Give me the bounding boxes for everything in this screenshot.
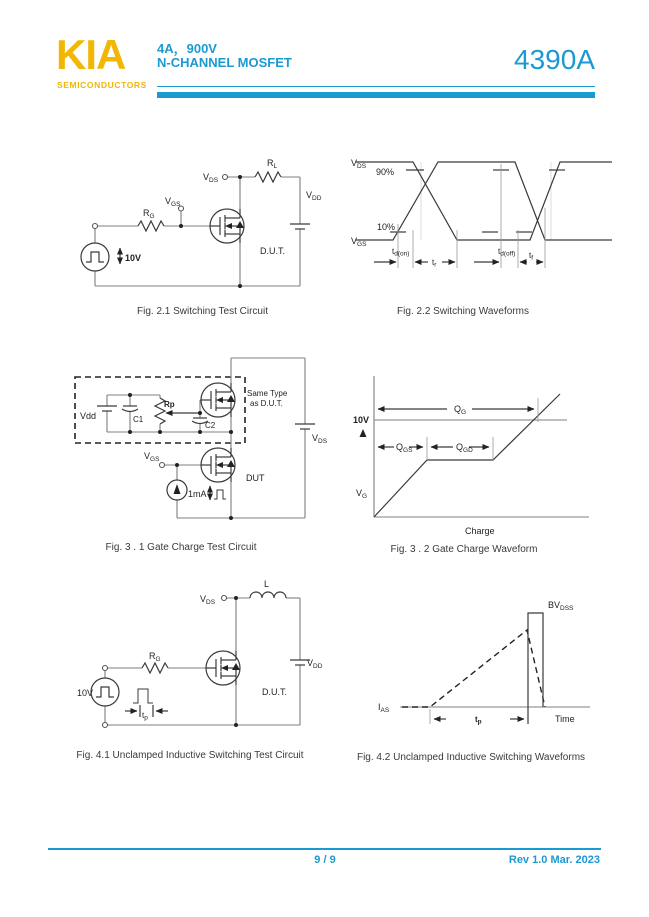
vgs-label: $V_{GS}$ — [165, 196, 181, 208]
header-rule-thick — [157, 92, 595, 98]
vds-battery-symbol — [295, 424, 315, 429]
fig41-wires — [105, 598, 300, 725]
load-resistor-symbol — [255, 172, 281, 182]
vds-axis-label: $V_{DS}$ — [351, 158, 367, 170]
fig-4-2-caption: Fig. 4.2 Unclamped Inductive Switching Waveforms — [356, 752, 586, 763]
vdd-label: $V_{DD}$ — [307, 658, 323, 670]
fig-2-1-switching-test-circuit — [57, 148, 347, 308]
qgd-label: $Q_{GD}$ — [456, 442, 473, 454]
vdd-label: $V_{DD}$ — [306, 190, 322, 202]
fig-3-1-caption: Fig. 3 . 1 Gate Charge Test Circuit — [105, 542, 257, 553]
vg-axis-arrow — [360, 429, 367, 437]
vgs-probe-node — [160, 463, 165, 468]
vds-probe-node — [222, 596, 227, 601]
c1-label: C1 — [133, 415, 144, 424]
vdd-battery-symbol — [290, 224, 310, 229]
device-type: N-CHANNEL MOSFET — [157, 55, 292, 70]
vds-label: $V_{DS}$ — [200, 594, 216, 606]
gate-pulse-annotation — [125, 689, 168, 717]
device-rating: 4A，900V — [157, 41, 217, 56]
fig-4-1-uis-test-circuit — [57, 575, 347, 755]
vds-label: $V_{DS}$ — [203, 172, 219, 184]
vdd-battery-symbol — [97, 406, 117, 411]
dut-label: D.U.T. — [262, 687, 288, 697]
gate-current-source-symbol — [167, 480, 187, 500]
ten-percent-label: 10% — [377, 222, 396, 232]
pulse-amplitude-label: 10V — [125, 253, 142, 263]
timing-reference-lines — [398, 164, 545, 268]
rp-label: Rp — [164, 400, 175, 409]
ninety-percent-label: 90% — [376, 167, 395, 177]
qg-label: $Q_G$ — [454, 404, 467, 416]
input-terminal-node — [93, 224, 98, 229]
fig-4-1-caption: Fig. 4.1 Unclamped Inductive Switching Test Circuit — [76, 750, 304, 761]
dut-label: D.U.T. — [260, 246, 286, 256]
kia-logo-subtext: SEMICONDUCTORS — [57, 80, 147, 90]
fig-4-2-uis-waveforms — [352, 588, 632, 748]
vgs-axis-label: $V_{GS}$ — [351, 236, 367, 248]
inductor-label: L — [264, 579, 270, 589]
c1-capacitor-symbol — [122, 406, 138, 412]
part-number: 4390A — [514, 44, 595, 75]
c2-label: C2 — [205, 421, 216, 430]
header-rule-thin — [157, 86, 595, 87]
gate-current-label: 1mA — [188, 489, 207, 499]
kia-logo: KIA — [56, 31, 126, 78]
td-on-label: td(on) — [392, 247, 410, 258]
qgs-label: $Q_{GS}$ — [396, 442, 413, 454]
gate-resistor-symbol — [142, 663, 168, 673]
fig-2-1-caption: Fig. 2.1 Switching Test Circuit — [137, 306, 268, 317]
dut-label: DUT — [246, 473, 265, 483]
bvdss-label: $BV_{DSS}$ — [548, 600, 574, 612]
revision-label: Rev 1.0 Mar. 2023 — [508, 854, 600, 866]
rl-label: $R_L$ — [267, 158, 278, 170]
return-terminal-node — [103, 723, 108, 728]
input-terminal-node — [103, 666, 108, 671]
dut-mosfet-symbol — [206, 651, 240, 685]
fig21-wires — [95, 177, 300, 286]
avalanche-current-trace — [402, 630, 545, 707]
driver-mosfet-symbol — [201, 383, 235, 417]
gate-charge-curve — [374, 394, 560, 517]
pulse-source-symbol — [81, 243, 109, 271]
time-axis-label: Time — [555, 714, 575, 724]
vds-probe-node — [223, 175, 228, 180]
gate-current-pulse-annotation — [210, 486, 226, 500]
dut-mosfet-symbol — [201, 448, 235, 482]
rg-label: $R_G$ — [149, 651, 161, 663]
fig-2-2-switching-waveforms — [348, 150, 620, 290]
fig-3-2-caption: Fig. 3 . 2 Gate Charge Waveform — [390, 544, 538, 555]
tp-label: tp — [142, 711, 148, 722]
page-number: 9 / 9 — [314, 854, 336, 866]
dut-mosfet-symbol — [210, 209, 244, 243]
charge-reference-ticks — [427, 398, 538, 460]
tp-label: tp — [475, 715, 482, 726]
fig-2-2-caption: Fig. 2.2 Switching Waveforms — [397, 306, 529, 317]
same-type-label-line1: Same Type — [247, 389, 288, 398]
fig-3-1-gate-charge-test-circuit — [60, 348, 350, 548]
footer-rule — [48, 848, 601, 850]
vdd-label: Vdd — [80, 411, 97, 421]
rg-label: $R_G$ — [143, 208, 155, 220]
fig-3-2-gate-charge-waveform — [352, 362, 622, 547]
same-type-label-line2: as D.U.T. — [250, 399, 283, 408]
ias-label: $I_{AS}$ — [378, 702, 390, 714]
inductor-symbol — [250, 592, 286, 598]
tr-label: tr — [432, 258, 437, 269]
gate-resistor-symbol — [138, 221, 164, 231]
td-off-label: td(off) — [498, 247, 516, 258]
tf-label: tf — [529, 251, 534, 262]
pulse-source-symbol — [91, 678, 119, 706]
vgs-label: $V_{GS}$ — [144, 451, 160, 463]
pulse-amplitude-label: 10V — [77, 688, 94, 698]
ten-volt-label: 10V — [353, 415, 370, 425]
vg-axis-label: $V_G$ — [356, 488, 368, 500]
charge-axis-label: Charge — [465, 526, 495, 536]
vds-label: $V_{DS}$ — [312, 433, 328, 445]
